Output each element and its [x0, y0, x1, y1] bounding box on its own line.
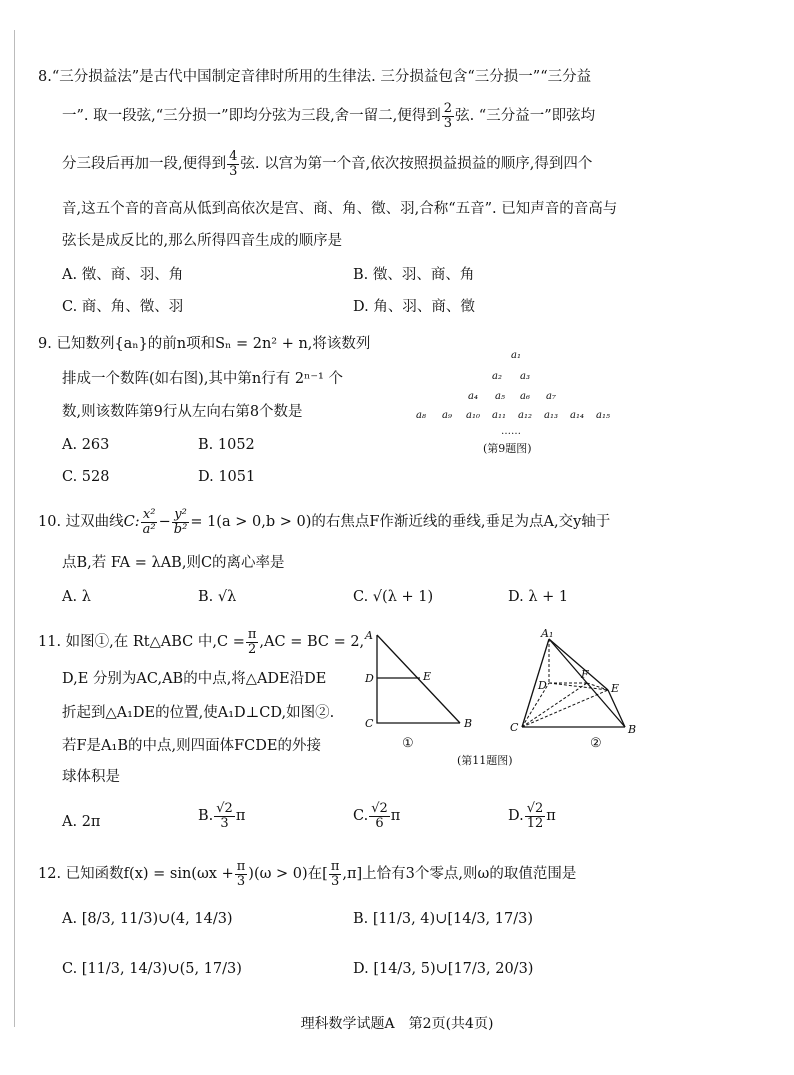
- fraction-pi-2: $\frac{\pi}{2}$: [247, 627, 257, 657]
- q11-option-c: C. $\frac{√2}{6}$ π: [353, 801, 401, 831]
- fraction-pi-3b: $\frac{\pi}{3}$: [330, 859, 340, 889]
- tri-a11: a₁₁: [492, 410, 506, 421]
- tri-a8: a₈: [416, 410, 426, 421]
- tri-a10: a₁₀: [466, 410, 480, 421]
- fig2-label-d: D: [538, 679, 547, 692]
- q8-line4: 音,这五个音的音高从低到高依次是宫、商、角、徵、羽,合称“五音”. 已知声音的音高与: [62, 201, 618, 217]
- q8-line2: 一”. 取一段弦,“三分损一”即均分弦为三段,舍一留二,便得到 $\frac{2}{3}$ 弦. “三分益一”即弦均: [62, 101, 596, 131]
- fraction-2-3: $\frac{2}{3}$: [443, 101, 453, 131]
- q10-option-d: D. λ + 1: [508, 589, 569, 605]
- q9-caption: (第9题图): [483, 442, 532, 455]
- q9-line1: 9. 已知数列{aₙ}的前n项和Sₙ = 2n² + n,将该数列: [38, 336, 371, 352]
- tri-a1: a₁: [511, 350, 521, 361]
- page-footer: 理科数学试题A 第2页(共4页): [300, 1016, 494, 1032]
- q9-number-triangle: [408, 342, 628, 437]
- fig2-label-f: F: [581, 668, 589, 681]
- tri-a13: a₁₃: [544, 410, 558, 421]
- q8-option-d: D. 角、羽、商、徵: [353, 299, 475, 315]
- q10-line2: 点B,若 FA = λAB,则C的离心率是: [62, 555, 285, 571]
- q11-line1: 11. 如图①,在 Rt△ABC 中,C = $\frac{\pi}{2}$ ,AC = BC = 2,: [38, 627, 365, 657]
- q11-figure-2: [505, 625, 645, 750]
- tri-a4: a₄: [468, 391, 478, 402]
- fig1-label-d: D: [365, 672, 374, 685]
- q10-line1: 10. 过双曲线C: $\frac{\text{x²}}{\text{a²}}$ − $\frac{\text{y²}}{\text{b²}}$ = 1(a > 0,b > 0)的右焦点F作渐近线的垂线,垂足为点A,交y轴于: [38, 507, 611, 537]
- q8-line1: 8.“三分损益法”是古代中国制定音律时所用的生律法. 三分损益包含“三分损一”“三分益: [38, 69, 592, 85]
- q11-line3: 折起到△A₁DE的位置,使A₁D⊥CD,如图②.: [62, 705, 335, 721]
- fig2-label-e: E: [611, 682, 620, 695]
- q9-option-c: C. 528: [62, 469, 110, 485]
- margin-rule: [14, 30, 15, 1027]
- q11-option-d: D. $\frac{√2}{12}$ π: [508, 801, 556, 831]
- q12-option-a: A. [8/3, 11/3)∪(4, 14/3): [62, 911, 233, 927]
- q12-line1: 12. 已知函数f(x) = sin(ωx + $\frac{\pi}{3}$ )(ω > 0)在[ $\frac{\pi}{3}$ ,π]上恰有3个零点,则ω的取值范围是: [38, 859, 577, 889]
- fig1-label-e: E: [423, 670, 432, 683]
- tri-dots: ……: [501, 426, 521, 437]
- q8-option-c: C. 商、角、徵、羽: [62, 299, 184, 315]
- fig1-label-b: B: [464, 717, 473, 730]
- fraction-pi-3a: $\frac{\pi}{3}$: [236, 859, 246, 889]
- fig2-label-b: B: [628, 723, 637, 736]
- tri-a15: a₁₅: [596, 410, 610, 421]
- q10-option-a: A. λ: [62, 589, 91, 605]
- fig1-number: ①: [402, 736, 414, 750]
- q10-option-b: B. √λ: [198, 589, 237, 605]
- q11-line2: D,E 分别为AC,AB的中点,将△ADE沿DE: [62, 671, 327, 687]
- q11-figure-1: [360, 625, 480, 750]
- q9-option-d: D. 1051: [198, 469, 256, 485]
- tri-a14: a₁₄: [570, 410, 584, 421]
- q12-option-b: B. [11/3, 4)∪[14/3, 17/3): [353, 911, 533, 927]
- q11-caption: (第11题图): [457, 754, 513, 767]
- q8-option-b: B. 徵、羽、商、角: [353, 267, 475, 283]
- fig1-label-c: C: [365, 717, 374, 730]
- fig2-label-c: C: [510, 721, 519, 734]
- fig2-number: ②: [590, 736, 602, 750]
- tri-a3: a₃: [520, 371, 530, 382]
- q11-option-b: B. $\frac{√2}{3}$ π: [198, 801, 246, 831]
- q11-line5: 球体积是: [62, 769, 120, 785]
- fraction-y2-b2: $\frac{\text{y²}}{\text{b²}}$: [173, 507, 188, 537]
- tri-a2: a₂: [492, 371, 502, 382]
- tri-a7: a₇: [546, 391, 556, 402]
- fraction-x2-a2: $\frac{\text{x²}}{\text{a²}}$: [142, 507, 156, 537]
- fig2-label-a1: A₁: [541, 627, 554, 640]
- q12-option-d: D. [14/3, 5)∪[17/3, 20/3): [353, 961, 534, 977]
- q11-option-a: A. 2π: [62, 814, 101, 830]
- q12-option-c: C. [11/3, 14/3)∪(5, 17/3): [62, 961, 242, 977]
- q10-option-c: C. √(λ + 1): [353, 589, 434, 605]
- q11-line4: 若F是A₁B的中点,则四面体FCDE的外接: [62, 738, 321, 754]
- q8-line3: 分三段后再加一段,便得到 $\frac{4}{3}$ 弦. 以宫为第一个音,依次按照损益损益的顺序,得到四个: [62, 149, 593, 179]
- tri-a12: a₁₂: [518, 410, 532, 421]
- tri-a5: a₅: [495, 391, 505, 402]
- fig1-label-a: A: [365, 629, 373, 642]
- q9-line3: 数,则该数阵第9行从左向右第8个数是: [62, 404, 303, 420]
- q8-line5: 弦长是成反比的,那么所得四音生成的顺序是: [62, 233, 343, 249]
- tri-a6: a₆: [520, 391, 530, 402]
- q9-option-a: A. 263: [62, 437, 110, 453]
- q8-option-a: A. 徵、商、羽、角: [62, 267, 184, 283]
- q9-line2: 排成一个数阵(如右图),其中第n行有 2ⁿ⁻¹ 个: [62, 371, 343, 387]
- q9-option-b: B. 1052: [198, 437, 255, 453]
- fraction-4-3: $\frac{4}{3}$: [229, 149, 238, 179]
- tri-a9: a₉: [442, 410, 452, 421]
